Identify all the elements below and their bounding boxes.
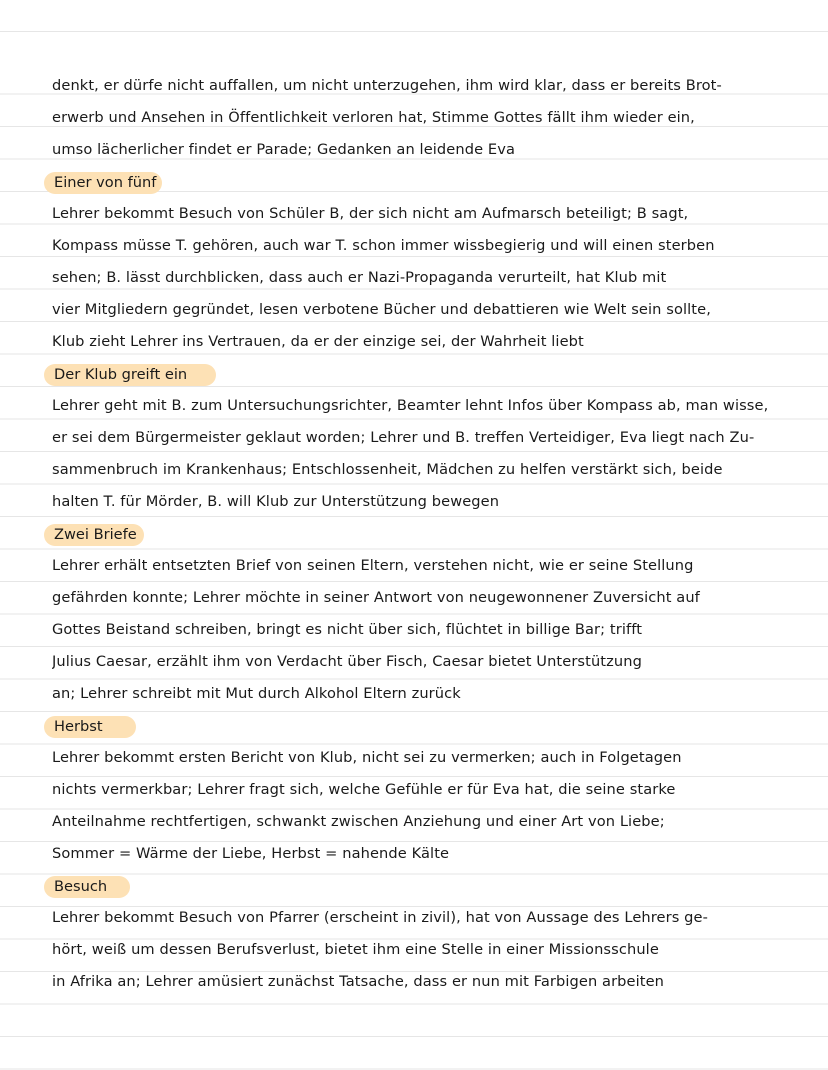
text-line: erwerb und Ansehen in Öffentlichkeit verloren hat, Stimme Gottes fällt ihm wieder ein,	[52, 109, 695, 126]
notes-content	[52, 70, 792, 998]
text-line: nichts vermerkbar; Lehrer fragt sich, welche Gefühle er für Eva hat, die seine starke	[52, 781, 676, 798]
text-line: an; Lehrer schreibt mit Mut durch Alkohol Eltern zurück	[52, 685, 461, 702]
text-line: Lehrer bekommt Besuch von Pfarrer (erscheint in zivil), hat von Aussage des Lehrers ge-	[52, 909, 708, 926]
text-line: in Afrika an; Lehrer amüsiert zunächst Tatsache, dass er nun mit Farbigen arbeiten	[52, 973, 665, 990]
text-line: sehen; B. lässt durchblicken, dass auch er Nazi-Propaganda verurteilt, hat Klub mit	[52, 269, 667, 286]
text-line: umso lächerlicher findet er Parade; Gedanken an leidende Eva	[52, 141, 516, 158]
section-heading	[52, 710, 792, 742]
text-line: hört, weiß um dessen Berufsverlust, bietet ihm eine Stelle in einer Missionsschule	[52, 941, 659, 958]
heading-text: Herbst	[54, 718, 103, 735]
text-line: Lehrer bekommt ersten Bericht von Klub, nicht sei zu vermerken; auch in Folgetagen	[52, 749, 682, 766]
text-line: Julius Caesar, erzählt ihm von Verdacht über Fisch, Caesar bietet Unterstützung	[52, 653, 642, 670]
heading-text: Zwei Briefe	[54, 526, 137, 543]
text-line: halten T. für Mörder, B. will Klub zur Unterstützung bewegen	[52, 493, 500, 510]
section-einer-von-fuenf	[52, 166, 792, 358]
text-line: Anteilnahme rechtfertigen, schwankt zwischen Anziehung und einer Art von Liebe;	[52, 813, 665, 830]
section-herbst	[52, 710, 792, 870]
text-line: gefährden konnte; Lehrer möchte in seiner Antwort von neugewonnener Zuversicht auf	[52, 589, 700, 606]
text-line: denkt, er dürfe nicht auffallen, um nicht unterzugehen, ihm wird klar, dass er bereits Brot-	[52, 77, 722, 94]
text-line: vier Mitgliedern gegründet, lesen verbotene Bücher und debattieren wie Welt sein sollte,	[52, 301, 711, 318]
section-heading	[52, 870, 792, 902]
text-line: er sei dem Bürgermeister geklaut worden; Lehrer und B. treffen Verteidiger, Eva liegt nach Zu-	[52, 429, 755, 446]
text-line: Gottes Beistand schreiben, bringt es nicht über sich, flüchtet in billige Bar; trifft	[52, 621, 643, 638]
text-line: Lehrer erhält entsetzten Brief von seinen Eltern, verstehen nicht, wie er seine Stellung	[52, 557, 694, 574]
section-der-klub-greift-ein	[52, 358, 792, 518]
text-line: Klub zieht Lehrer ins Vertrauen, da er der einzige sei, der Wahrheit liebt	[52, 333, 584, 350]
text-line: Lehrer bekommt Besuch von Schüler B, der sich nicht am Aufmarsch beteiligt; B sagt,	[52, 205, 689, 222]
heading-text: Einer von fünf	[54, 174, 157, 191]
section-zwei-briefe	[52, 518, 792, 710]
text-line: Lehrer geht mit B. zum Untersuchungsrichter, Beamter lehnt Infos über Kompass ab, man wisse,	[52, 397, 769, 414]
section-heading	[52, 518, 792, 550]
heading-text: Besuch	[54, 878, 108, 895]
section-heading	[52, 358, 792, 390]
text-line: sammenbruch im Krankenhaus; Entschlossenheit, Mädchen zu helfen verstärkt sich, beide	[52, 461, 723, 478]
heading-text: Der Klub greift ein	[54, 366, 188, 383]
text-line: Kompass müsse T. gehören, auch war T. schon immer wissbegierig und will einen sterben	[52, 237, 715, 254]
section-besuch	[52, 870, 792, 998]
section-heading	[52, 166, 792, 198]
text-line: Sommer = Wärme der Liebe, Herbst = nahende Kälte	[52, 845, 450, 862]
intro-paragraph	[52, 70, 792, 166]
